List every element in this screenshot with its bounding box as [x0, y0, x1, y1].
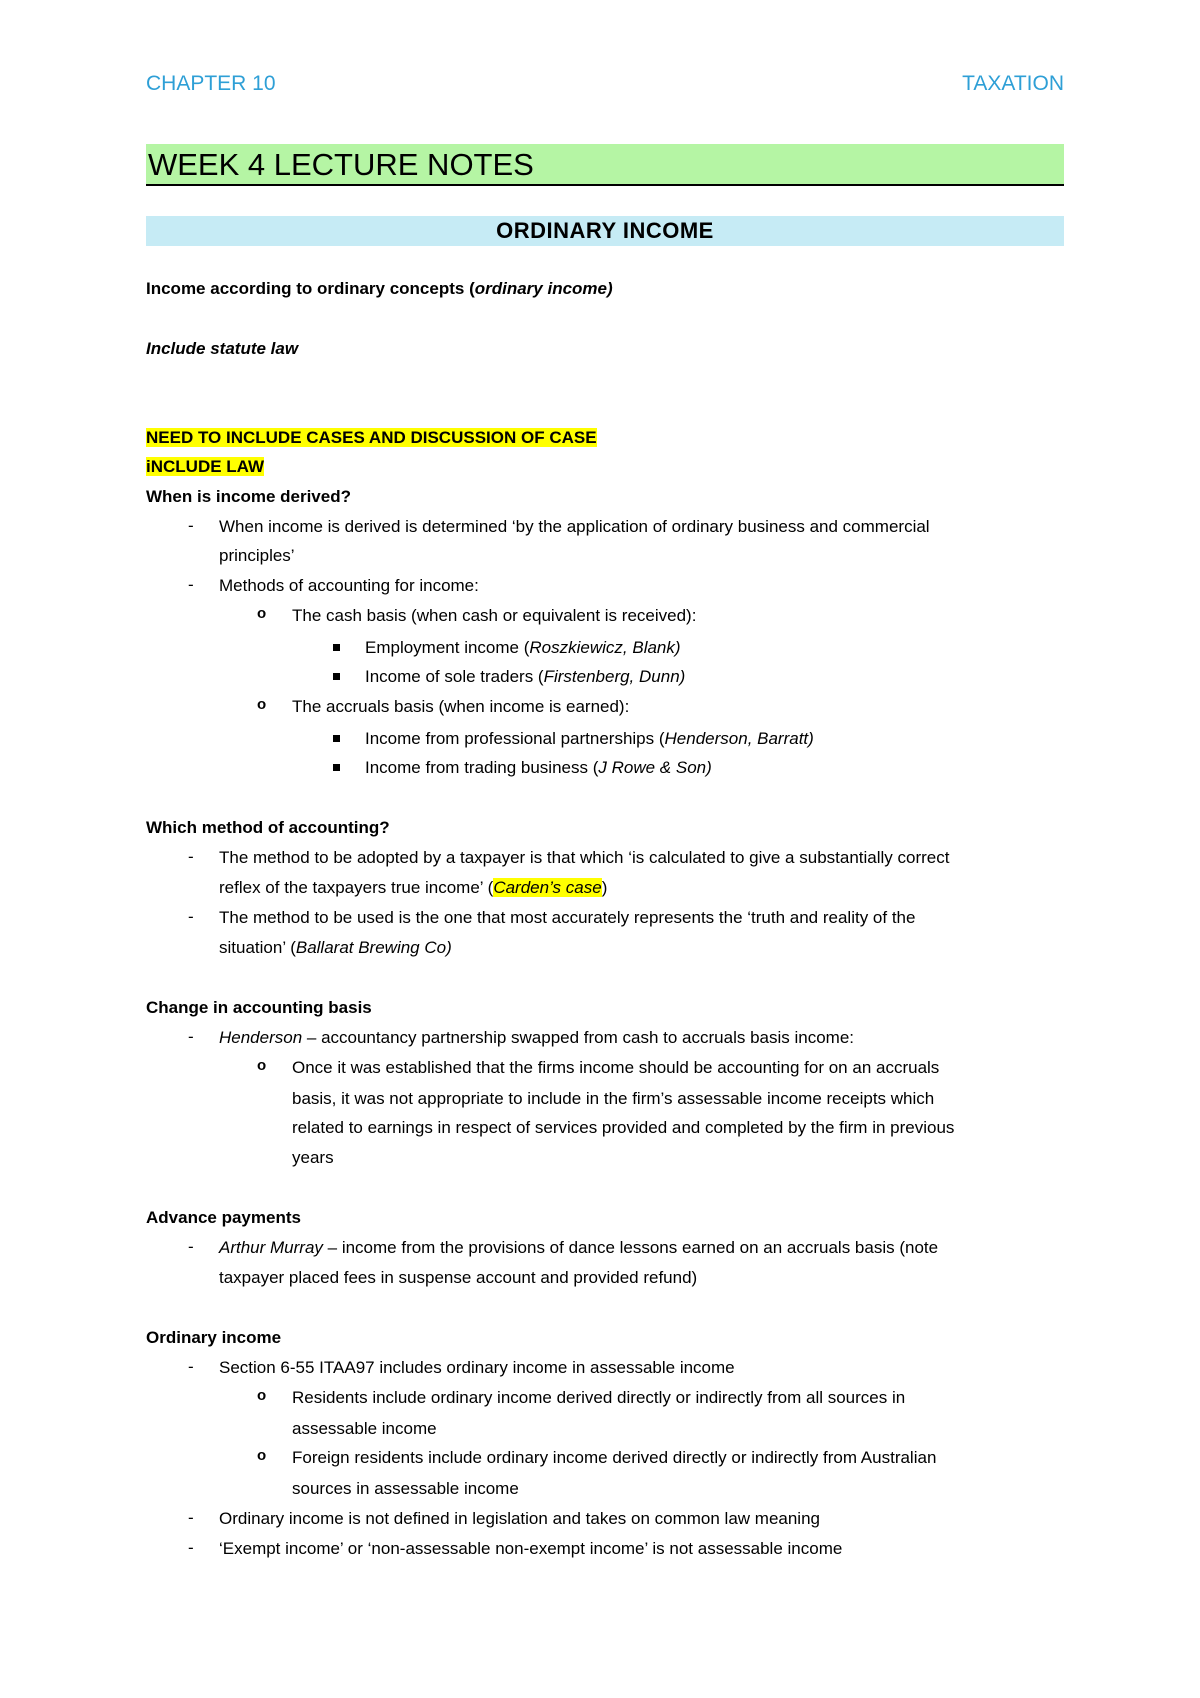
ordinary-b3: ‘Exempt income’ or ‘non-assessable non-exempt income’ is not assessable income	[219, 1539, 843, 1558]
dash-bullet: -	[188, 1027, 194, 1046]
accruals-item-1: Income from professional partnerships (Henderson, Barratt)	[365, 729, 814, 748]
ordinary-b2: Ordinary income is not defined in legislation and takes on common law meaning	[219, 1509, 820, 1528]
square-bullet	[333, 673, 340, 680]
change-s1-l2: basis, it was not appropriate to include in the firm’s assessable income receipts which	[292, 1089, 935, 1108]
advance-b1-l2: taxpayer placed fees in suspense account and provided refund)	[219, 1268, 698, 1287]
cash-item-2: Income of sole traders (Firstenberg, Dunn)	[365, 667, 686, 686]
ordinary-heading: Ordinary income	[146, 1328, 282, 1347]
derived-b1-l2: principles’	[219, 546, 295, 565]
ordinary-s2-l1: Foreign residents include ordinary income derived directly or indirectly from Australian	[292, 1448, 937, 1467]
section-title: ORDINARY INCOME	[146, 216, 1064, 246]
intro-line: Income according to ordinary concepts (ordinary income)	[146, 279, 613, 298]
chapter-label: CHAPTER 10	[146, 72, 276, 95]
circle-bullet: o	[257, 696, 267, 713]
ordinary-s1-l2: assessable income	[292, 1419, 437, 1438]
square-bullet	[333, 644, 340, 651]
derived-heading: When is income derived?	[146, 487, 351, 506]
dash-bullet: -	[188, 847, 194, 866]
intro-statute: Include statute law	[146, 339, 299, 358]
change-s1-l3: related to earnings in respect of services provided and completed by the firm in previous	[292, 1118, 955, 1137]
circle-bullet: o	[257, 605, 267, 622]
circle-bullet: o	[257, 1447, 267, 1464]
ordinary-b1: Section 6-55 ITAA97 includes ordinary income in assessable income	[219, 1358, 735, 1377]
advance-heading: Advance payments	[146, 1208, 301, 1227]
advance-b1-l1: Arthur Murray – income from the provisions of dance lessons earned on an accruals basis (note	[219, 1238, 939, 1257]
dash-bullet: -	[188, 1237, 194, 1256]
dash-bullet: -	[188, 575, 194, 594]
dash-bullet: -	[188, 1357, 194, 1376]
dash-bullet: -	[188, 1508, 194, 1527]
method-heading: Which method of accounting?	[146, 818, 390, 837]
ordinary-s1-l1: Residents include ordinary income derived directly or indirectly from all sources in	[292, 1388, 906, 1407]
cash-item-1: Employment income (Roszkiewicz, Blank)	[365, 638, 681, 657]
accruals-item-2: Income from trading business (J Rowe & Son)	[365, 758, 712, 777]
circle-bullet: o	[257, 1057, 267, 1074]
cash-basis: The cash basis (when cash or equivalent is received):	[292, 606, 697, 625]
method-b1-l2: reflex of the taxpayers true income’ (Carden’s case)	[219, 878, 608, 897]
dash-bullet: -	[188, 907, 194, 926]
week-title: WEEK 4 LECTURE NOTES	[146, 144, 1064, 186]
accruals-basis: The accruals basis (when income is earned):	[292, 697, 630, 716]
method-b2-l2: situation’ (Ballarat Brewing Co)	[219, 938, 452, 957]
derived-b2: Methods of accounting for income:	[219, 576, 479, 595]
highlight-line-1: NEED TO INCLUDE CASES AND DISCUSSION OF CASE	[146, 428, 597, 447]
circle-bullet: o	[257, 1387, 267, 1404]
method-b2-l1: The method to be used is the one that most accurately represents the ‘truth and reality of the	[219, 908, 916, 927]
change-heading: Change in accounting basis	[146, 998, 372, 1017]
change-s1-l1: Once it was established that the firms income should be accounting for on an accruals	[292, 1058, 940, 1077]
square-bullet	[333, 764, 340, 771]
change-s1-l4: years	[292, 1148, 334, 1167]
change-b1: Henderson – accountancy partnership swapped from cash to accruals basis income:	[219, 1028, 855, 1047]
derived-b1-l1: When income is derived is determined ‘by the application of ordinary business and commercial	[219, 517, 930, 536]
subject-label: TAXATION	[962, 72, 1064, 95]
ordinary-s2-l2: sources in assessable income	[292, 1479, 519, 1498]
page-header	[146, 72, 1064, 96]
dash-bullet: -	[188, 1538, 194, 1557]
highlight-line-2: iNCLUDE LAW	[146, 457, 265, 476]
dash-bullet: -	[188, 516, 194, 535]
method-b1-l1: The method to be adopted by a taxpayer is that which ‘is calculated to give a substantially correct	[219, 848, 950, 867]
square-bullet	[333, 735, 340, 742]
